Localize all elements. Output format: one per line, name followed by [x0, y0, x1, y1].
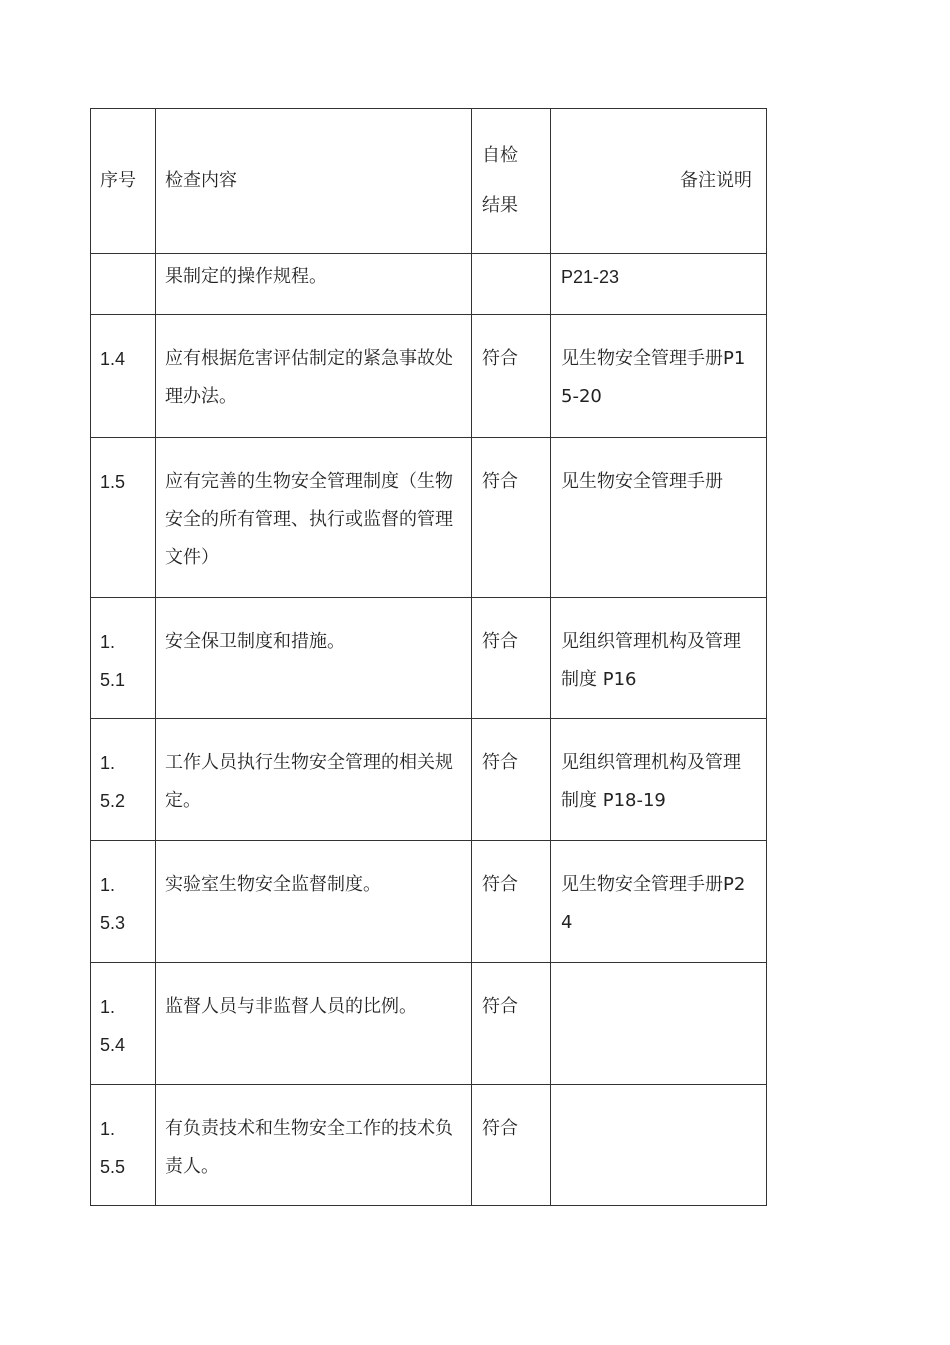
- row-note: 见生物安全管理手册: [561, 471, 723, 492]
- row-no: 1.4: [100, 349, 126, 369]
- row-result: [472, 254, 550, 258]
- header-no: 序号: [100, 170, 136, 191]
- header-note: 备注说明: [680, 170, 752, 191]
- row-result: 符合: [482, 471, 518, 492]
- row-content: 监督人员与非监督人员的比例。: [165, 996, 417, 1017]
- row-no: [91, 254, 155, 279]
- header-cell-no: [91, 109, 156, 254]
- table-row: [91, 438, 767, 598]
- row-result: 符合: [482, 874, 518, 895]
- checklist-table: [90, 108, 767, 1206]
- row-result: 符合: [482, 631, 518, 652]
- row-no: 1.5.4: [100, 997, 126, 1055]
- row-content: 有负责技术和生物安全工作的技术负责人。: [165, 1118, 453, 1177]
- row-note: 见组织管理机构及管理制度 P18-19: [561, 752, 741, 811]
- row-content: 应有根据危害评估制定的紧急事故处理办法。: [165, 348, 453, 407]
- row-content: 安全保卫制度和措施。: [165, 631, 345, 652]
- row-note: [551, 1085, 766, 1110]
- row-content: 果制定的操作规程。: [165, 266, 327, 287]
- row-note: 见生物安全管理手册P15-20: [561, 348, 746, 407]
- table-row: [91, 1085, 767, 1206]
- header-cell-result: [472, 109, 551, 254]
- row-no: 1.5: [100, 472, 126, 492]
- table-row: [91, 315, 767, 438]
- row-content: 实验室生物安全监督制度。: [165, 874, 381, 895]
- row-no: 1.5.5: [100, 1119, 126, 1177]
- row-note: [551, 963, 766, 988]
- row-note: P21-23: [561, 267, 620, 287]
- header-cell-content: [156, 109, 472, 254]
- table-row: [91, 719, 767, 841]
- header-result: 自检结果: [482, 145, 518, 216]
- row-result: 符合: [482, 348, 518, 369]
- table-row: [91, 598, 767, 719]
- table-row: [91, 963, 767, 1085]
- row-content: 应有完善的生物安全管理制度（生物安全的所有管理、执行或监督的管理文件）: [165, 471, 453, 568]
- row-result: 符合: [482, 996, 518, 1017]
- row-content: 工作人员执行生物安全管理的相关规定。: [165, 752, 453, 811]
- row-note: 见生物安全管理手册P24: [561, 874, 746, 933]
- row-note: 见组织管理机构及管理制度 P16: [561, 631, 741, 690]
- row-no: 1.5.3: [100, 875, 126, 933]
- row-no: 1.5.2: [100, 753, 126, 811]
- header-content: 检查内容: [165, 170, 237, 191]
- table-row: [91, 254, 767, 315]
- row-result: 符合: [482, 1118, 518, 1139]
- header-cell-note: [551, 109, 767, 254]
- row-no: 1.5.1: [100, 632, 126, 690]
- table-row: [91, 841, 767, 963]
- row-result: 符合: [482, 752, 518, 773]
- table-header-row: [91, 109, 767, 254]
